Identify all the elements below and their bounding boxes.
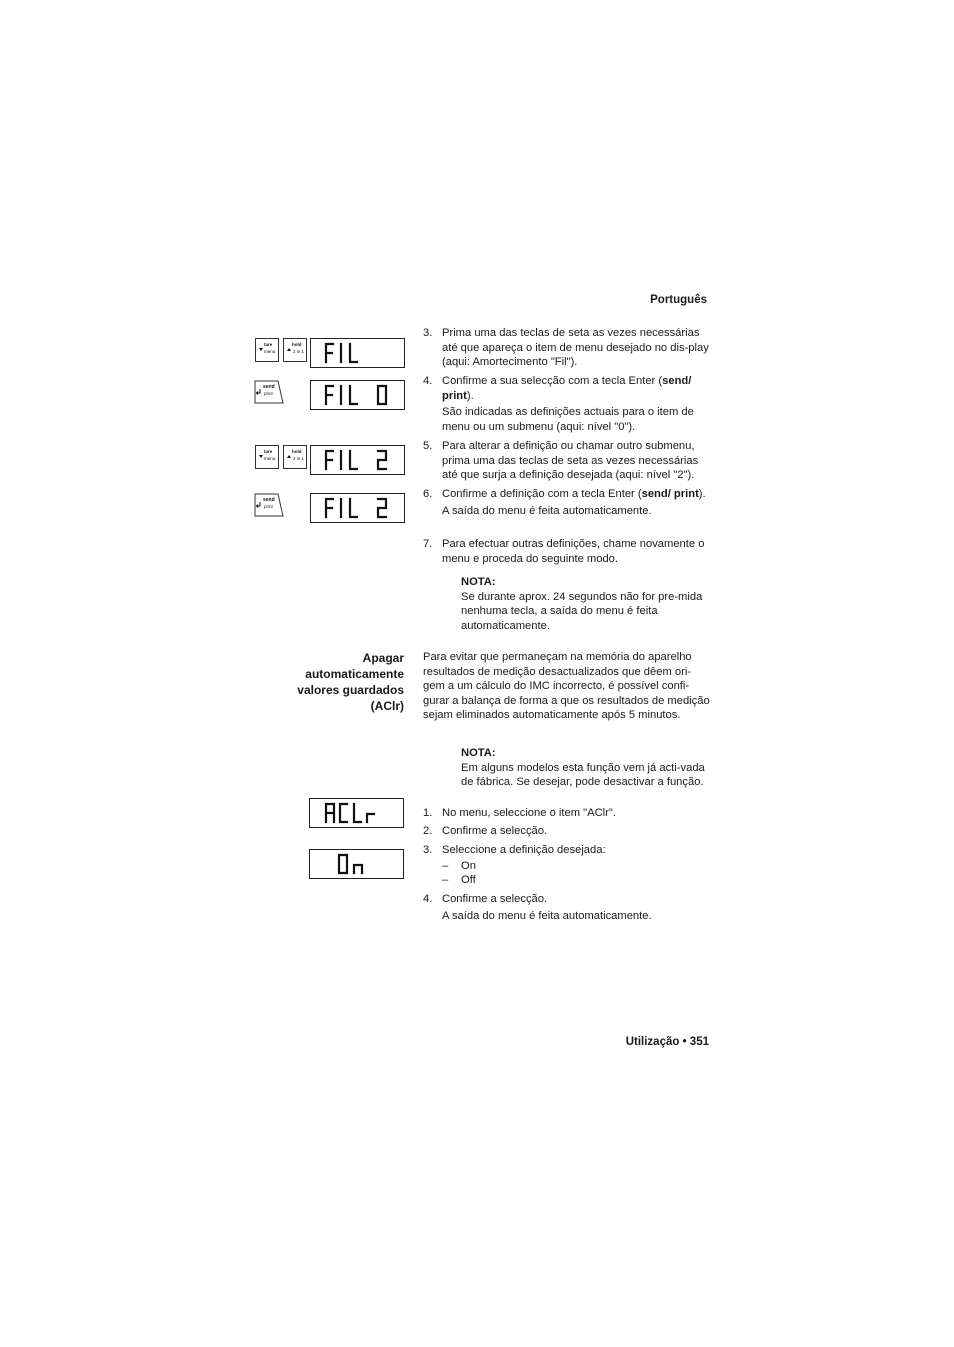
key-down-top-label: tare: [264, 449, 273, 454]
step-text: Para efectuar outras definições, chame novamente o menu e proceda do seguinte modo.: [442, 538, 705, 565]
step-subtext: A saída do menu é feita automaticamente.: [442, 504, 652, 517]
key-down-bottom-label: menu: [264, 349, 276, 354]
note-block: [461, 746, 711, 790]
enter-key-name: send/ print: [641, 488, 699, 500]
key-up-bottom-label: 2 in 1: [293, 349, 305, 354]
note-label: NOTA:: [461, 747, 496, 759]
down-arrow-key-icon: [255, 338, 279, 362]
step-text-end: ).: [466, 389, 474, 402]
step-number: 7.: [423, 538, 433, 550]
section-intro: Para evitar que permaneçam na memória do aparelho resultados de medição desactualizados que dêem ori-gem a um cálculo do IMC incorrecto, é possível confi-gurar a balança de forma a que os resultados de medição sejam eliminados automaticamente após 5 minutos.: [423, 651, 710, 722]
key-down-bottom-label: menu: [264, 456, 276, 461]
key-enter-bottom-label: print: [264, 391, 273, 396]
enter-key-name: send/ print: [442, 375, 692, 402]
section-title-line: automaticamente: [305, 667, 404, 681]
up-arrow-key-icon: [283, 445, 307, 469]
step-subtext: A saída do menu é feita automaticamente.: [442, 909, 652, 922]
option-off: Off: [461, 874, 476, 887]
step-number: 1.: [423, 807, 433, 819]
page-footer: Utilização • 351: [625, 1036, 709, 1048]
lcd-display-fil: [310, 338, 405, 368]
section-title-line: (AClr): [370, 699, 404, 713]
lcd-display-on: [309, 849, 404, 879]
key-enter-top-label: send: [263, 497, 275, 503]
note-text: Se durante aprox. 24 segundos não for pre-mida nenhuma tecla, a saída do menu é feita automaticamente.: [461, 590, 703, 632]
step-text: Para alterar a definição ou chamar outro submenu, prima uma das teclas de seta as vezes necessárias até que surja a definição desejada (aqui: nível "2").: [442, 440, 699, 482]
lcd-display-fil-2-confirmed: [310, 493, 405, 523]
note-text: Em alguns modelos esta função vem já acti-vada de fábrica. Se desejar, pode desactivar a função.: [461, 761, 705, 789]
step-number: 2.: [423, 825, 433, 837]
step-text: Confirme a selecção.: [442, 893, 548, 905]
step-text: Confirme a definição com a tecla Enter (: [442, 488, 642, 500]
step-text: Confirme a sua selecção com a tecla Enter (: [442, 375, 663, 387]
key-up-bottom-label: 2 in 1: [293, 456, 305, 461]
step-number: 3.: [423, 844, 433, 856]
step-number: 4.: [423, 893, 433, 905]
key-up-top-label: hold: [292, 342, 302, 347]
enter-key-icon: [254, 493, 284, 517]
up-arrow-key-icon: [283, 338, 307, 362]
step-text: Prima uma das teclas de seta as vezes necessárias até que apareça o item de menu desejado no dis-play (aqui: Amortecimento "Fil").: [442, 327, 709, 369]
option-item: – Off: [442, 874, 476, 887]
key-down-top-label: tare: [264, 342, 273, 347]
lcd-display-aclr: [309, 798, 404, 828]
note-label: NOTA:: [461, 576, 496, 588]
step-text: Seleccione a definição desejada:: [442, 844, 606, 856]
option-on: On: [461, 859, 476, 872]
lcd-display-fil-2: [310, 445, 405, 475]
section-title-line: Apagar: [362, 651, 404, 665]
key-up-top-label: hold: [292, 449, 302, 454]
key-enter-bottom-label: print: [264, 504, 273, 509]
lcd-display-fil-0: [310, 380, 405, 410]
step-text: No menu, seleccione o item "AClr".: [442, 807, 616, 819]
step-number: 4.: [423, 375, 433, 387]
option-item: – On: [442, 859, 476, 872]
step-number: 3.: [423, 327, 433, 339]
step-subtext: São indicadas as definições actuais para o item de menu ou um submenu (aqui: nível "0").: [442, 406, 694, 433]
note-block: [461, 575, 711, 633]
step-text: Confirme a selecção.: [442, 825, 548, 837]
step-number: 5.: [423, 440, 433, 452]
down-arrow-key-icon: [255, 445, 279, 469]
key-enter-top-label: send: [263, 384, 275, 390]
enter-key-icon: [254, 380, 284, 404]
section-title: [270, 650, 404, 714]
step-text-end: ).: [698, 488, 706, 500]
page-language-header: Português: [650, 294, 707, 306]
section-title-line: valores guardados: [297, 683, 404, 697]
step-number: 6.: [423, 488, 433, 500]
